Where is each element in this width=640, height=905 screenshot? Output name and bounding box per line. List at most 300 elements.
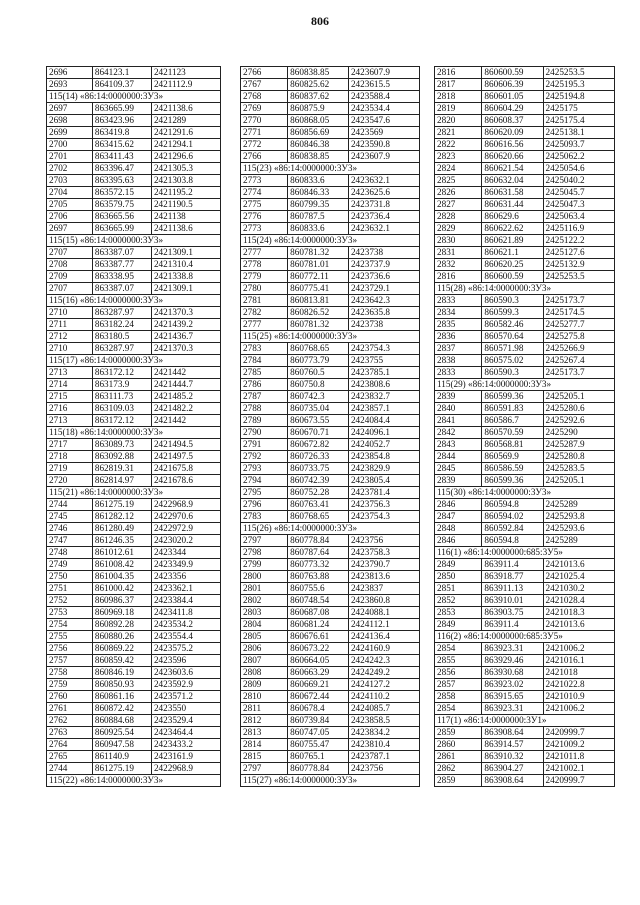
point-number-cell: 2859 [435, 727, 482, 739]
table-row [241, 727, 420, 739]
table-row [47, 127, 221, 139]
point-number-cell: 2804 [241, 619, 288, 631]
x-coordinate-cell: 860608.37 [482, 115, 543, 127]
x-coordinate-cell: 860604.29 [482, 103, 543, 115]
table-row [435, 163, 615, 175]
y-coordinate-cell: 2425173.7 [543, 295, 614, 307]
table-row [435, 535, 615, 547]
point-number-cell: 2778 [241, 259, 288, 271]
y-coordinate-cell: 2423832.7 [348, 391, 419, 403]
table-row [47, 403, 221, 415]
point-number-cell: 2846 [435, 499, 482, 511]
y-coordinate-cell: 2425283.5 [543, 463, 614, 475]
point-number-cell: 2777 [241, 247, 288, 259]
x-coordinate-cell: 860620.09 [482, 127, 543, 139]
x-coordinate-cell: 860670.71 [288, 427, 349, 439]
point-number-cell: 2704 [47, 187, 93, 199]
y-coordinate-cell: 2421112.9 [151, 79, 220, 91]
point-number-cell: 2774 [241, 187, 288, 199]
point-number-cell: 2833 [435, 295, 482, 307]
y-coordinate-cell: 2424084.4 [348, 415, 419, 427]
table-row [47, 79, 221, 91]
table-row [435, 751, 615, 763]
x-coordinate-cell: 860687.08 [288, 607, 349, 619]
table-row [47, 619, 221, 631]
x-coordinate-cell: 860778.84 [288, 535, 349, 547]
table-row [435, 667, 615, 679]
y-coordinate-cell: 2423736.4 [348, 211, 419, 223]
y-coordinate-cell: 2424160.9 [348, 643, 419, 655]
x-coordinate-cell: 860778.84 [288, 763, 349, 775]
x-coordinate-cell: 863387.07 [92, 283, 151, 295]
x-coordinate-cell: 860601.05 [482, 91, 543, 103]
y-coordinate-cell: 2423737.9 [348, 259, 419, 271]
point-number-cell: 2811 [241, 703, 288, 715]
point-number-cell: 2693 [47, 79, 93, 91]
y-coordinate-cell: 2425277.7 [543, 319, 614, 331]
point-number-cell: 2759 [47, 679, 93, 691]
point-number-cell: 2807 [241, 655, 288, 667]
y-coordinate-cell: 2425093.7 [543, 139, 614, 151]
x-coordinate-cell: 860781.32 [288, 247, 349, 259]
y-coordinate-cell: 2425054.6 [543, 163, 614, 175]
x-coordinate-cell: 860571.98 [482, 343, 543, 355]
y-coordinate-cell: 2423785.1 [348, 367, 419, 379]
y-coordinate-cell: 2421436.7 [151, 331, 220, 343]
x-coordinate-cell: 861008.42 [92, 559, 151, 571]
y-coordinate-cell: 2425127.6 [543, 247, 614, 259]
x-coordinate-cell: 860880.26 [92, 631, 151, 643]
x-coordinate-cell: 863904.27 [482, 763, 543, 775]
y-coordinate-cell: 2421030.2 [543, 583, 614, 595]
table-row [241, 427, 420, 439]
y-coordinate-cell: 2423550 [151, 703, 220, 715]
x-coordinate-cell: 861004.35 [92, 571, 151, 583]
table-row [435, 115, 615, 127]
point-number-cell: 2715 [47, 391, 93, 403]
point-number-cell: 2717 [47, 439, 93, 451]
section-header-row [47, 355, 221, 367]
point-number-cell: 2854 [435, 703, 482, 715]
y-coordinate-cell: 2424242.3 [348, 655, 419, 667]
y-coordinate-cell: 2425062.2 [543, 151, 614, 163]
table-row [435, 499, 615, 511]
x-coordinate-cell: 860947.58 [92, 739, 151, 751]
point-number-cell: 2777 [241, 319, 288, 331]
y-coordinate-cell: 2421296.6 [151, 151, 220, 163]
y-coordinate-cell: 2425267.4 [543, 355, 614, 367]
section-label: 116(1) «86:14:0000000:685:3У5» [435, 547, 615, 559]
y-coordinate-cell: 2421025.4 [543, 571, 614, 583]
y-coordinate-cell: 2423534.4 [348, 103, 419, 115]
y-coordinate-cell: 2421138.6 [151, 223, 220, 235]
y-coordinate-cell: 2425195.3 [543, 79, 614, 91]
point-number-cell: 2830 [435, 235, 482, 247]
y-coordinate-cell: 2423344 [151, 547, 220, 559]
point-number-cell: 2843 [435, 439, 482, 451]
x-coordinate-cell: 863908.64 [482, 727, 543, 739]
x-coordinate-cell: 860631.58 [482, 187, 543, 199]
point-number-cell: 2837 [435, 343, 482, 355]
y-coordinate-cell: 2423857.1 [348, 403, 419, 415]
point-number-cell: 2765 [47, 751, 93, 763]
table-row [47, 319, 221, 331]
point-number-cell: 2812 [241, 715, 288, 727]
point-number-cell: 2707 [47, 247, 93, 259]
x-coordinate-cell: 863387.77 [92, 259, 151, 271]
x-coordinate-cell: 860742.3 [288, 391, 349, 403]
x-coordinate-cell: 860869.22 [92, 643, 151, 655]
x-coordinate-cell: 860621.54 [482, 163, 543, 175]
x-coordinate-cell: 860616.56 [482, 139, 543, 151]
x-coordinate-cell: 860755.47 [288, 739, 349, 751]
x-coordinate-cell: 860752.28 [288, 487, 349, 499]
y-coordinate-cell: 2425280.8 [543, 451, 614, 463]
y-coordinate-cell: 2423854.8 [348, 451, 419, 463]
point-number-cell: 2698 [47, 115, 93, 127]
point-number-cell: 2803 [241, 607, 288, 619]
y-coordinate-cell: 2421195.2 [151, 187, 220, 199]
table-row [241, 619, 420, 631]
x-coordinate-cell: 863287.97 [92, 307, 151, 319]
x-coordinate-cell: 860620.25 [482, 259, 543, 271]
point-number-cell: 2762 [47, 715, 93, 727]
point-number-cell: 2780 [241, 283, 288, 295]
point-number-cell: 2818 [435, 91, 482, 103]
x-coordinate-cell: 864109.37 [92, 79, 151, 91]
y-coordinate-cell: 2425253.5 [543, 271, 614, 283]
table-row [435, 79, 615, 91]
table-row [241, 103, 420, 115]
section-label: 115(30) «86:14:0000000:3У3» [435, 487, 615, 499]
point-number-cell: 2813 [241, 727, 288, 739]
x-coordinate-cell: 863923.31 [482, 643, 543, 655]
point-number-cell: 2707 [47, 283, 93, 295]
y-coordinate-cell: 2425280.6 [543, 403, 614, 415]
point-number-cell: 2751 [47, 583, 93, 595]
x-coordinate-cell: 860621.1 [482, 247, 543, 259]
x-coordinate-cell: 860846.33 [288, 187, 349, 199]
table-row [47, 343, 221, 355]
table-row [435, 211, 615, 223]
table-row [47, 691, 221, 703]
x-coordinate-cell: 860733.75 [288, 463, 349, 475]
point-number-cell: 2786 [241, 379, 288, 391]
point-number-cell: 2755 [47, 631, 93, 643]
y-coordinate-cell: 2424096.1 [348, 427, 419, 439]
y-coordinate-cell: 2423596 [151, 655, 220, 667]
x-coordinate-cell: 863911.4 [482, 619, 543, 631]
x-coordinate-cell: 860837.62 [288, 91, 349, 103]
x-coordinate-cell: 863111.73 [92, 391, 151, 403]
x-coordinate-cell: 860632.04 [482, 175, 543, 187]
x-coordinate-cell: 860799.35 [288, 199, 349, 211]
y-coordinate-cell: 2421442 [151, 415, 220, 427]
section-header-row [47, 775, 221, 787]
y-coordinate-cell: 2421002.1 [543, 763, 614, 775]
y-coordinate-cell: 2421006.2 [543, 703, 614, 715]
x-coordinate-cell: 860672.82 [288, 439, 349, 451]
point-number-cell: 2703 [47, 175, 93, 187]
point-number-cell: 2836 [435, 331, 482, 343]
point-number-cell: 2748 [47, 547, 93, 559]
table-row [241, 643, 420, 655]
y-coordinate-cell: 2423607.9 [348, 151, 419, 163]
y-coordinate-cell: 2421294.1 [151, 139, 220, 151]
x-coordinate-cell: 860599.3 [482, 307, 543, 319]
table-row [435, 451, 615, 463]
point-number-cell: 2854 [435, 643, 482, 655]
table-row [435, 223, 615, 235]
point-number-cell: 2713 [47, 415, 93, 427]
table-row [47, 367, 221, 379]
point-number-cell: 2750 [47, 571, 93, 583]
point-number-cell: 2849 [435, 619, 482, 631]
table-row [241, 667, 420, 679]
x-coordinate-cell: 860586.59 [482, 463, 543, 475]
y-coordinate-cell: 2423632.1 [348, 223, 419, 235]
x-coordinate-cell: 860620.66 [482, 151, 543, 163]
table-row [435, 439, 615, 451]
point-number-cell: 2820 [435, 115, 482, 127]
table-row [47, 715, 221, 727]
y-coordinate-cell: 2421291.6 [151, 127, 220, 139]
y-coordinate-cell: 2423161.9 [151, 751, 220, 763]
x-coordinate-cell: 863579.75 [92, 199, 151, 211]
y-coordinate-cell: 2423534.2 [151, 619, 220, 631]
table-row [241, 535, 420, 547]
x-coordinate-cell: 860986.37 [92, 595, 151, 607]
point-number-cell: 2855 [435, 655, 482, 667]
point-number-cell: 2747 [47, 535, 93, 547]
point-number-cell: 2784 [241, 355, 288, 367]
table-row [435, 271, 615, 283]
point-number-cell: 2844 [435, 451, 482, 463]
y-coordinate-cell: 2421678.6 [151, 475, 220, 487]
y-coordinate-cell: 2423362.1 [151, 583, 220, 595]
x-coordinate-cell: 863287.97 [92, 343, 151, 355]
table-row [47, 211, 221, 223]
x-coordinate-cell: 863572.15 [92, 187, 151, 199]
y-coordinate-cell: 2423756 [348, 535, 419, 547]
table-row [47, 379, 221, 391]
x-coordinate-cell: 860750.8 [288, 379, 349, 391]
table-row [435, 103, 615, 115]
table-row [47, 247, 221, 259]
x-coordinate-cell: 862819.31 [92, 463, 151, 475]
table-row [47, 511, 221, 523]
y-coordinate-cell: 2423810.4 [348, 739, 419, 751]
section-label: 115(24) «86:14:0000000:3У3» [241, 235, 420, 247]
x-coordinate-cell: 860781.01 [288, 259, 349, 271]
table-row [241, 679, 420, 691]
y-coordinate-cell: 2422972.9 [151, 523, 220, 535]
point-number-cell: 2769 [241, 103, 288, 115]
x-coordinate-cell: 861000.42 [92, 583, 151, 595]
x-coordinate-cell: 860621.89 [482, 235, 543, 247]
x-coordinate-cell: 860826.52 [288, 307, 349, 319]
table-row [47, 67, 221, 79]
y-coordinate-cell: 2424249.2 [348, 667, 419, 679]
table-row [47, 679, 221, 691]
y-coordinate-cell: 2423554.4 [151, 631, 220, 643]
x-coordinate-cell: 860825.62 [288, 79, 349, 91]
x-coordinate-cell: 860833.6 [288, 223, 349, 235]
y-coordinate-cell: 2425175 [543, 103, 614, 115]
table-row [241, 247, 420, 259]
x-coordinate-cell: 860570.59 [482, 427, 543, 439]
x-coordinate-cell: 860748.54 [288, 595, 349, 607]
x-coordinate-cell: 860726.33 [288, 451, 349, 463]
coordinates-table-column-1 [46, 66, 221, 787]
x-coordinate-cell: 863172.12 [92, 415, 151, 427]
y-coordinate-cell: 2423738 [348, 247, 419, 259]
x-coordinate-cell: 860629.6 [482, 211, 543, 223]
y-coordinate-cell: 2424052.7 [348, 439, 419, 451]
y-coordinate-cell: 2425116.9 [543, 223, 614, 235]
table-row [435, 427, 615, 439]
y-coordinate-cell: 2425287.9 [543, 439, 614, 451]
y-coordinate-cell: 2423758.3 [348, 547, 419, 559]
y-coordinate-cell: 2422968.9 [151, 499, 220, 511]
table-row [435, 619, 615, 631]
table-row [241, 367, 420, 379]
x-coordinate-cell: 860594.02 [482, 511, 543, 523]
point-number-cell: 2841 [435, 415, 482, 427]
table-row [241, 571, 420, 583]
table-row [435, 523, 615, 535]
y-coordinate-cell: 2423754.3 [348, 511, 419, 523]
point-number-cell: 2808 [241, 667, 288, 679]
section-label: 115(18) «86:14:0000000:3У3» [47, 427, 221, 439]
y-coordinate-cell: 2421338.8 [151, 271, 220, 283]
y-coordinate-cell: 2425175.4 [543, 115, 614, 127]
table-row [47, 631, 221, 643]
point-number-cell: 2771 [241, 127, 288, 139]
table-row [435, 727, 615, 739]
point-number-cell: 2857 [435, 679, 482, 691]
table-row [435, 643, 615, 655]
table-row [435, 655, 615, 667]
y-coordinate-cell: 2423590.8 [348, 139, 419, 151]
table-row [47, 331, 221, 343]
point-number-cell: 2805 [241, 631, 288, 643]
y-coordinate-cell: 2423736.6 [348, 271, 419, 283]
x-coordinate-cell: 863419.8 [92, 127, 151, 139]
point-number-cell: 2752 [47, 595, 93, 607]
section-label: 115(21) «86:14:0000000:3У3» [47, 487, 221, 499]
x-coordinate-cell: 863923.02 [482, 679, 543, 691]
x-coordinate-cell: 861275.19 [92, 763, 151, 775]
point-number-cell: 2770 [241, 115, 288, 127]
point-number-cell: 2753 [47, 607, 93, 619]
x-coordinate-cell: 860892.28 [92, 619, 151, 631]
x-coordinate-cell: 864123.1 [92, 67, 151, 79]
table-row [47, 163, 221, 175]
y-coordinate-cell: 2420999.7 [543, 727, 614, 739]
coordinates-table-column-3 [434, 66, 615, 787]
point-number-cell: 2793 [241, 463, 288, 475]
coordinates-table-column-2 [240, 66, 420, 787]
point-number-cell: 2783 [241, 511, 288, 523]
y-coordinate-cell: 2425275.8 [543, 331, 614, 343]
section-label: 115(27) «86:14:0000000:3У3» [241, 775, 420, 787]
point-number-cell: 2816 [435, 67, 482, 79]
table-row [241, 139, 420, 151]
x-coordinate-cell: 861246.35 [92, 535, 151, 547]
x-coordinate-cell: 860673.55 [288, 415, 349, 427]
section-header-row [435, 283, 615, 295]
table-row [435, 415, 615, 427]
table-row [241, 655, 420, 667]
table-row [47, 583, 221, 595]
y-coordinate-cell: 2421310.4 [151, 259, 220, 271]
table-row [435, 331, 615, 343]
x-coordinate-cell: 863173.9 [92, 379, 151, 391]
point-number-cell: 2787 [241, 391, 288, 403]
table-row [47, 391, 221, 403]
y-coordinate-cell: 2424088.1 [348, 607, 419, 619]
section-header-row [435, 379, 615, 391]
table-row [435, 127, 615, 139]
section-label: 115(15) «86:14:0000000:3У3» [47, 235, 221, 247]
table-row [47, 751, 221, 763]
y-coordinate-cell: 2425173.7 [543, 367, 614, 379]
x-coordinate-cell: 860599.36 [482, 475, 543, 487]
point-number-cell: 2788 [241, 403, 288, 415]
section-header-row [241, 775, 420, 787]
x-coordinate-cell: 862814.97 [92, 475, 151, 487]
table-row [435, 691, 615, 703]
point-number-cell: 2861 [435, 751, 482, 763]
table-row [241, 583, 420, 595]
x-coordinate-cell: 863908.64 [482, 775, 543, 787]
y-coordinate-cell: 2421370.3 [151, 343, 220, 355]
point-number-cell: 2763 [47, 727, 93, 739]
table-row [47, 523, 221, 535]
y-coordinate-cell: 2423571.2 [151, 691, 220, 703]
y-coordinate-cell: 2425047.3 [543, 199, 614, 211]
x-coordinate-cell: 860678.4 [288, 703, 349, 715]
table-row [241, 751, 420, 763]
y-coordinate-cell: 2422968.9 [151, 763, 220, 775]
table-row [241, 175, 420, 187]
x-coordinate-cell: 863914.57 [482, 739, 543, 751]
table-row [241, 187, 420, 199]
point-number-cell: 2794 [241, 475, 288, 487]
point-number-cell: 2720 [47, 475, 93, 487]
point-number-cell: 2744 [47, 763, 93, 775]
x-coordinate-cell: 860813.81 [288, 295, 349, 307]
table-row [241, 211, 420, 223]
point-number-cell: 2859 [435, 775, 482, 787]
point-number-cell: 2796 [241, 499, 288, 511]
x-coordinate-cell: 863665.99 [92, 103, 151, 115]
table-row [47, 115, 221, 127]
y-coordinate-cell: 2423529.4 [151, 715, 220, 727]
point-number-cell: 2708 [47, 259, 93, 271]
point-number-cell: 2819 [435, 103, 482, 115]
x-coordinate-cell: 860582.46 [482, 319, 543, 331]
table-row [241, 631, 420, 643]
point-number-cell: 2802 [241, 595, 288, 607]
x-coordinate-cell: 860768.65 [288, 511, 349, 523]
y-coordinate-cell: 2424110.2 [348, 691, 419, 703]
table-row [47, 703, 221, 715]
y-coordinate-cell: 2423433.2 [151, 739, 220, 751]
table-row [47, 547, 221, 559]
y-coordinate-cell: 2423020.2 [151, 535, 220, 547]
